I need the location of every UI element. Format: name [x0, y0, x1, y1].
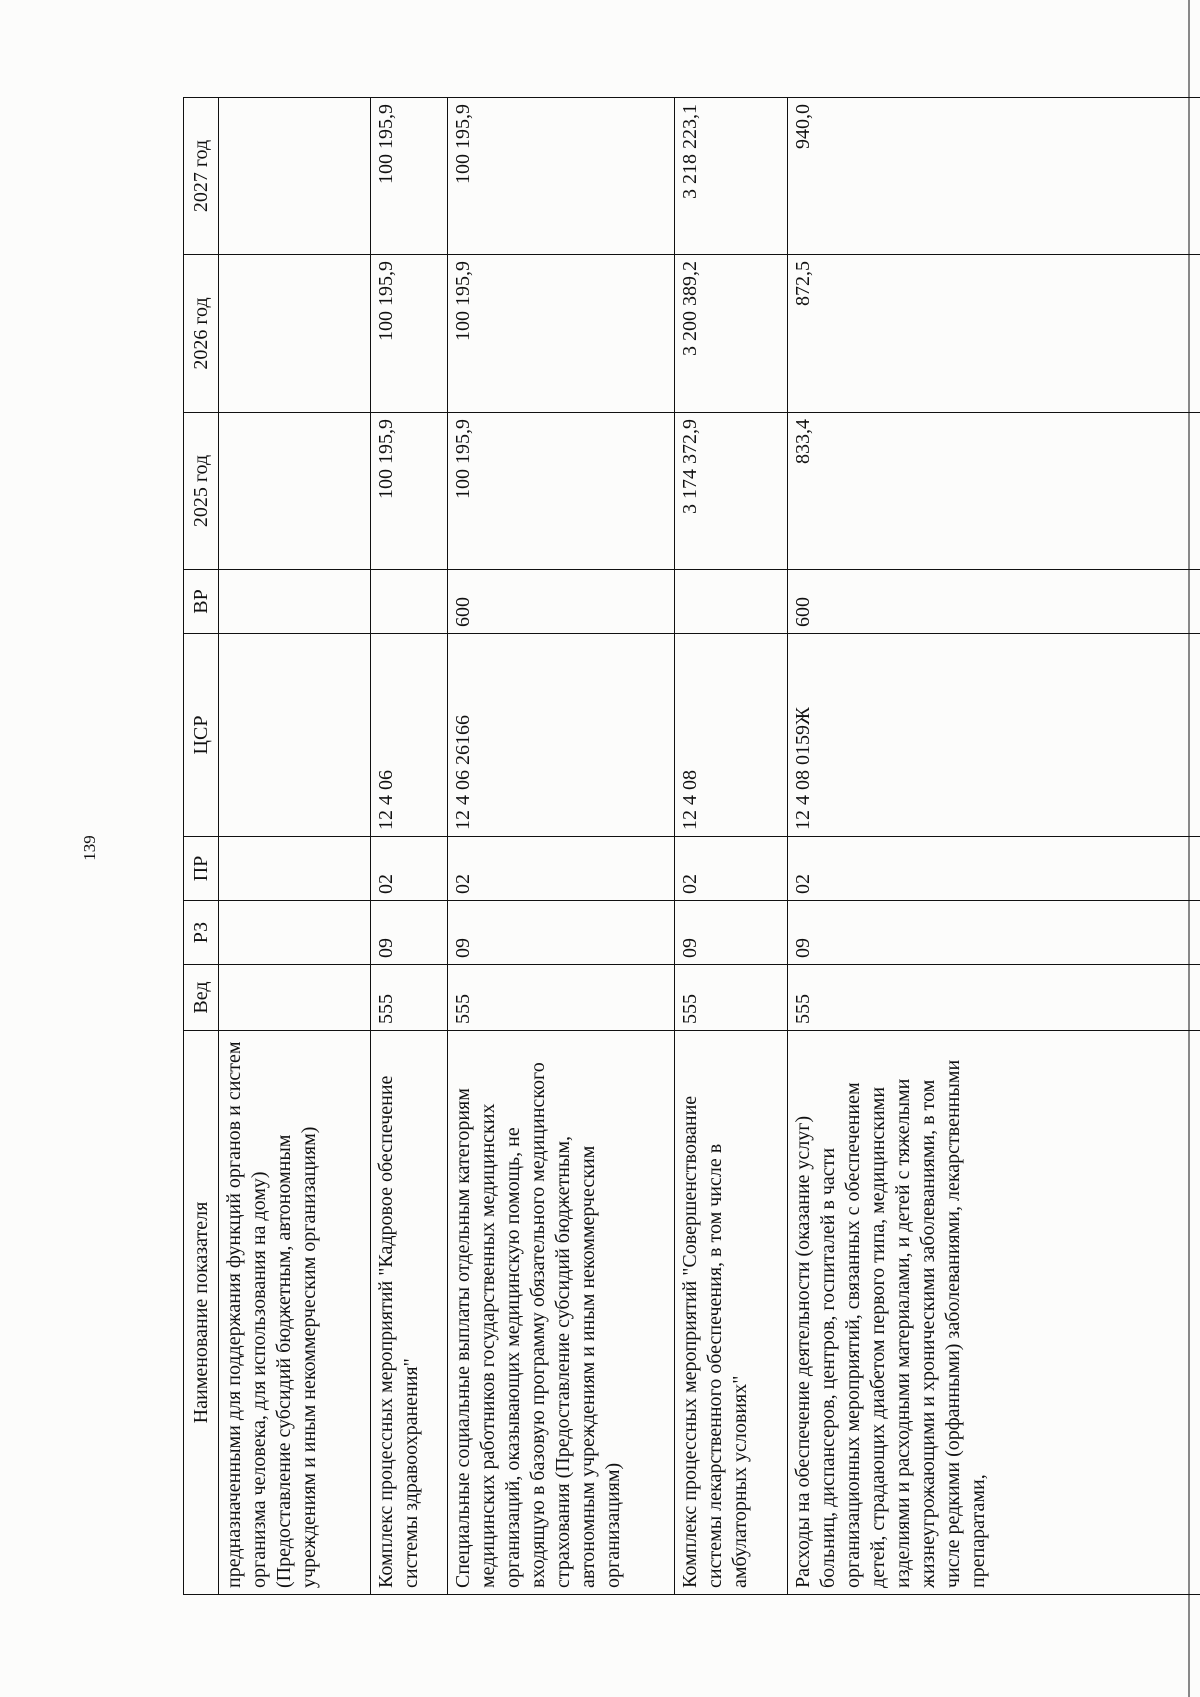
cell-vr: 600	[788, 570, 1200, 634]
cell-csr: 12 4 08	[675, 634, 788, 837]
table-row	[675, 98, 788, 1595]
cell-name: Специальные социальные выплаты отдельным категориям медицинских работников государственных медицинских организаций, оказывающих медицинскую помощь, не входящую в базовую программу обязательного медицинского страхования (Предоставление субсидий бюджетным, автономным учреждениям и иным некоммерческим организациям)	[448, 1031, 675, 1595]
cell-csr: 12 4 08 0159Ж	[788, 634, 1200, 837]
cell-2026: 872,5	[788, 255, 1200, 413]
cell-name: Расходы на обеспечение деятельности (оказание услуг) больниц, диспансеров, центров, госпиталей в части организационных мероприятий, связанных с обеспечением детей, страдающих диабетом первого типа, медицинскими изделиями и расходными материалами, и детей с тяжелыми жизнеугрожающими и хроническими заболеваниями, в том числе редкими (орфанными) заболеваниями, лекарственными препаратами,	[788, 1031, 1200, 1595]
page-number: 139	[80, 835, 99, 861]
cell-2026	[219, 255, 371, 413]
cell-2027: 100 195,9	[448, 98, 675, 255]
budget-table-rotated	[183, 98, 1200, 1595]
header-2025: 2025 год	[184, 413, 219, 570]
table-row	[448, 98, 675, 1595]
cell-2027: 3 218 223,1	[675, 98, 788, 255]
cell-ved: 555	[371, 965, 448, 1031]
header-ved: Вед	[184, 965, 219, 1031]
cell-2026: 3 200 389,2	[675, 255, 788, 413]
cell-2026: 100 195,9	[371, 255, 448, 413]
cell-rz: 09	[675, 901, 788, 965]
cell-rz	[219, 901, 371, 965]
cell-ved	[219, 965, 371, 1031]
table-row	[788, 98, 1200, 1595]
cell-2027: 100 195,9	[371, 98, 448, 255]
header-row	[184, 98, 219, 1595]
cell-name: Комплекс процессных мероприятий "Кадровое обеспечение системы здравоохранения"	[371, 1031, 448, 1595]
cell-name: предназначенными для поддержания функций органов и систем организма человека, для использования на дому) (Предоставление субсидий бюджетным, автономным учреждениям и иным некоммерческим организациям)	[219, 1031, 371, 1595]
cell-rz: 09	[371, 901, 448, 965]
cell-2027	[219, 98, 371, 255]
cell-2025: 100 195,9	[448, 413, 675, 570]
header-name: Наименование показателя	[184, 1031, 219, 1595]
cell-2027: 940,0	[788, 98, 1200, 255]
cell-csr: 12 4 06	[371, 634, 448, 837]
cell-csr	[219, 634, 371, 837]
cell-vr	[675, 570, 788, 634]
cell-ved: 555	[788, 965, 1200, 1031]
cell-ved: 555	[675, 965, 788, 1031]
cell-2025: 833,4	[788, 413, 1200, 570]
cell-2025: 3 174 372,9	[675, 413, 788, 570]
cell-pr: 02	[675, 837, 788, 901]
header-vr: ВР	[184, 570, 219, 634]
budget-table	[183, 97, 1200, 1595]
cell-pr	[219, 837, 371, 901]
header-csr: ЦСР	[184, 634, 219, 837]
cell-vr: 600	[448, 570, 675, 634]
cell-2025	[219, 413, 371, 570]
header-2026: 2026 год	[184, 255, 219, 413]
cell-pr: 02	[788, 837, 1200, 901]
table-row	[371, 98, 448, 1595]
cell-ved: 555	[448, 965, 675, 1031]
table-row	[219, 98, 371, 1595]
cell-2025: 100 195,9	[371, 413, 448, 570]
cell-rz: 09	[788, 901, 1200, 965]
header-2027: 2027 год	[184, 98, 219, 255]
header-rz: РЗ	[184, 901, 219, 965]
cell-name: Комплекс процессных мероприятий "Совершенствование системы лекарственного обеспечения, в том числе в амбулаторных условиях"	[675, 1031, 788, 1595]
cell-vr	[371, 570, 448, 634]
cell-pr: 02	[371, 837, 448, 901]
cell-csr: 12 4 06 26166	[448, 634, 675, 837]
cell-vr	[219, 570, 371, 634]
header-pr: ПР	[184, 837, 219, 901]
cell-rz: 09	[448, 901, 675, 965]
cell-2026: 100 195,9	[448, 255, 675, 413]
cell-pr: 02	[448, 837, 675, 901]
